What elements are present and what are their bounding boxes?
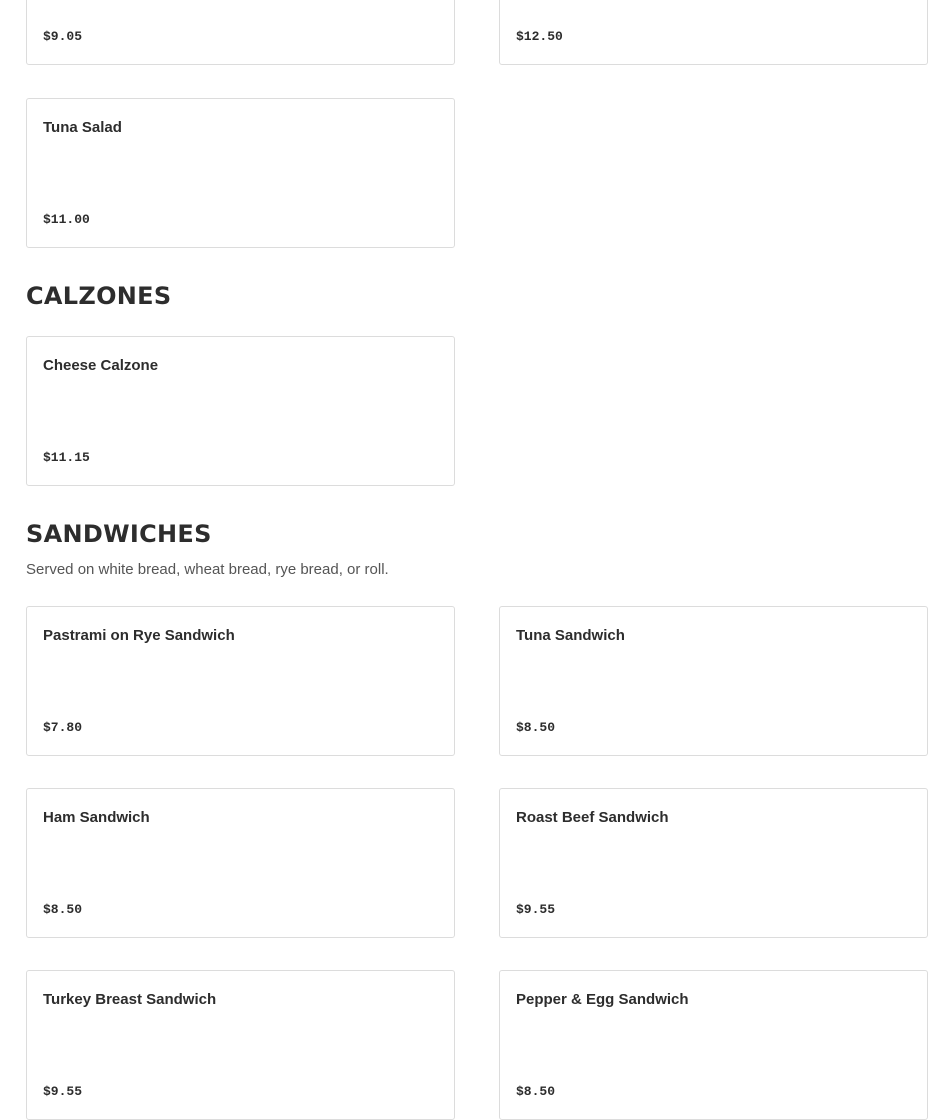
menu-item-name: Tuna Sandwich [516,627,625,644]
menu-item-name: Cheese Calzone [43,357,159,374]
menu-item-card[interactable] [499,788,928,938]
menu-item-price: $9.55 [516,902,556,917]
menu-item-card[interactable] [26,0,455,65]
menu-item-name: Turkey Breast Sandwich [43,991,217,1008]
menu-item-card[interactable] [26,970,455,1120]
menu-item-name: Roast Beef Sandwich [516,809,669,826]
menu-item-card[interactable] [26,606,455,756]
menu-item-price: $8.50 [516,1084,556,1099]
menu-item-price: $7.80 [43,720,83,735]
section-title-sandwiches: SANDWICHES [26,520,212,548]
menu-item-price: $8.50 [43,902,83,917]
menu-item-card[interactable] [26,788,455,938]
menu-item-price: $8.50 [516,720,556,735]
menu-item-card[interactable] [26,336,455,486]
menu-item-name: Pastrami on Rye Sandwich [43,627,235,644]
section-title-calzones: CALZONES [26,282,172,310]
menu-item-price: $11.15 [43,450,90,465]
menu-item-card[interactable] [499,606,928,756]
menu-item-name: Tuna Salad [43,119,122,136]
menu-item-price: $12.50 [516,29,563,44]
section-description: Served on white bread, wheat bread, rye bread, or roll. [26,561,389,578]
menu-item-price: $9.05 [43,29,83,44]
menu-item-card[interactable] [499,0,928,65]
menu-item-card[interactable] [499,970,928,1120]
menu-item-name: Pepper & Egg Sandwich [516,991,689,1008]
menu-item-card[interactable] [26,98,455,248]
menu-item-price: $9.55 [43,1084,83,1099]
menu-item-price: $11.00 [43,212,90,227]
menu-item-name: Ham Sandwich [43,809,150,826]
